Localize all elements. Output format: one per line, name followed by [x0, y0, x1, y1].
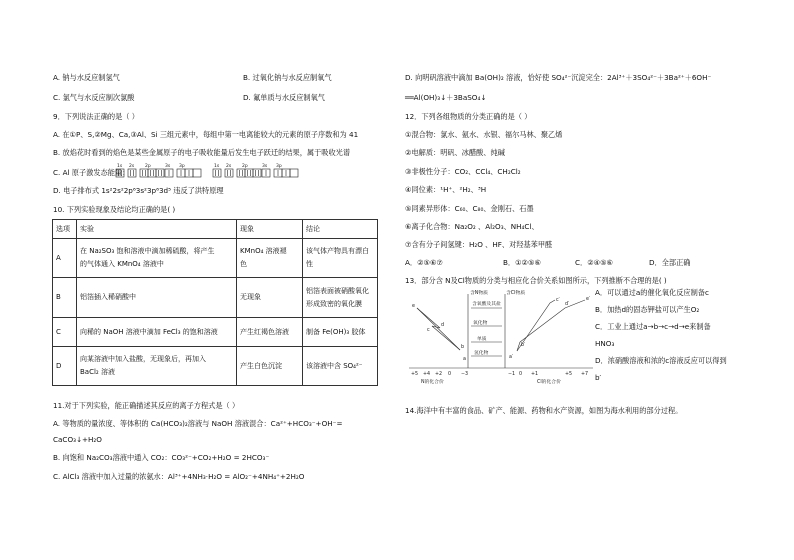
q12-stem: 12．下列各组物质的分类正确的是（ ） — [405, 112, 532, 121]
q12-item: ③非极性分子：CO₂、CCl₄、CH₂Cl₂ — [405, 167, 521, 176]
chart-category: 单质 — [477, 337, 487, 342]
row-option: A — [53, 239, 77, 278]
row-option: C — [53, 318, 77, 347]
row-option: B — [53, 278, 77, 318]
row-phenomenon: 产生红褐色溶液 — [237, 318, 303, 347]
row-conclusion: 该气体产物具有漂白 — [306, 247, 369, 255]
chart-cl-tick: 0 — [519, 372, 523, 377]
q11-option-d: D. 向明矾溶液中滴加 Ba(OH)₂ 溶液，恰好使 SO₄²⁻沉淀完全：2Al³⁺＋3SO₄²⁻＋3Ba²⁺＋6OH⁻ — [405, 73, 712, 82]
chart-n-tick: −3 — [461, 372, 469, 377]
row-experiment: 的气体通入 KMnO₄ 溶液中 — [80, 260, 164, 268]
q12-item: ⑦含有分子间氢键：H₂O 、HF、对羟基苯甲醛 — [405, 240, 553, 249]
chart-cl-axis-label: Cl的化合价 — [537, 380, 561, 385]
q12-item: ⑥离子化合物：Na₂O₂ 、Al₂O₃、NH₄Cl、 — [405, 222, 539, 231]
q12-item: ①混合物：氯水、氨水、水银、福尔马林、聚乙烯 — [405, 130, 563, 139]
chart-n-title: 含N物质 — [470, 291, 488, 296]
chart-n-axis-label: N的化合价 — [421, 380, 444, 385]
chart-cl-title: 含Cl物质 — [506, 291, 526, 296]
q13-option-d: D．浓硝酸溶液和浓的c溶液反应可以得到 — [595, 356, 727, 365]
q12-option-d: D．全部正确 — [649, 258, 691, 267]
orbital-label: 2p — [242, 164, 248, 169]
q12-option-c: C．②④⑤⑥ — [575, 258, 613, 267]
q9-option-c: C. Al 原子激发态能量： — [53, 168, 130, 177]
valence-diagram — [405, 288, 602, 388]
chart-n-tick: 0 — [448, 372, 452, 377]
q12-item: ②电解质：明矾、冰醋酸、纯碱 — [405, 148, 505, 157]
orbital-label: 2s — [129, 164, 135, 169]
row-experiment: 铝箔插入稀硝酸中 — [77, 278, 237, 318]
orbital-label: 3s — [262, 164, 268, 169]
q9-stem: 9．下列说法正确的是（ ） — [53, 112, 139, 121]
q9-option-a: A. 在①P、S,②Mg、Ca,③Al、Si 三组元素中，每组中第一电离能较大的元素的原子序数和为 41 — [53, 130, 359, 139]
q8-option-d: D. 氟单质与水反应制氧气 — [243, 93, 325, 102]
chart-point-label: c — [427, 328, 430, 333]
q8-option-c: C. 氯气与水反应制次氯酸 — [53, 93, 135, 102]
orbital-label: 3p — [179, 164, 185, 169]
row-conclusion: 铝箔表面被硝酸氧化 — [306, 286, 369, 295]
table-row — [53, 318, 378, 347]
chart-category: 氢化物 — [474, 351, 489, 356]
q11-option-a-cont: CaCO₃↓+H₂O — [53, 435, 102, 444]
chart-point-label: a — [463, 357, 466, 362]
chart-point-label: a′ — [509, 355, 514, 360]
chart-cl-tick: −1 — [508, 372, 516, 377]
q13-option-c-cont: HNO₃ — [595, 339, 615, 348]
orbital-label: 2p — [145, 164, 151, 169]
q8-option-a: A. 钠与水反应制氢气 — [53, 73, 120, 82]
q9-option-d: D. 电子排布式 1s²2s²2p⁶3s²3p⁶3d⁵ 违反了洪特原理 — [53, 186, 224, 195]
row-experiment: 向稀的 NaOH 溶液中滴加 FeCl₃ 的饱和溶液 — [77, 318, 237, 347]
row-experiment: 向某溶液中加入盐酸，无现象后，再加入 — [80, 355, 206, 363]
q13-option-b: B．加热d的固态钾盐可以产生O₂ — [595, 305, 700, 314]
chart-point-label: e′ — [586, 297, 591, 302]
header-experiment: 实验 — [77, 220, 237, 239]
chart-cl-tick: +1 — [531, 372, 539, 377]
chart-category: 含氧酸及其盐 — [472, 302, 501, 307]
chart-point-label: e — [412, 304, 415, 309]
chart-n-tick: +5 — [411, 372, 419, 377]
experiment-table — [52, 219, 378, 386]
orbital-label: 3s — [165, 164, 171, 169]
row-conclusion: 制备 Fe(OH)₃ 胶体 — [303, 318, 378, 347]
header-phenomenon: 现象 — [237, 220, 303, 239]
orbital-label: 2s — [226, 164, 232, 169]
q12-item: ⑤同素异形体：C₆₀、C₈₀、金刚石、石墨 — [405, 204, 534, 213]
q13-stem: 13．部分含 N及Cl物质的分类与相应化合价关系如图所示，下列推断不合理的是( ) — [405, 276, 667, 285]
q11-stem: 11.对于下列实验，能正确描述其反应的离子方程式是（ ） — [53, 401, 240, 410]
table-row — [53, 278, 378, 318]
row-phenomenon: KMnO₄ 溶液褪 — [240, 247, 287, 255]
row-conclusion: 该溶液中含 SO₄²⁻ — [303, 347, 378, 386]
q9-option-b: B. 放焰花时看到的焰色是某些金属原子的电子吸收能量后发生电子跃迁的结果，属于吸收光谱 — [53, 148, 351, 157]
row-conclusion: 性 — [306, 260, 313, 268]
table-row — [53, 347, 378, 386]
row-phenomenon: 色 — [240, 260, 247, 268]
q12-option-b: B．①②⑤⑥ — [503, 258, 541, 267]
chart-category: 氧化物 — [473, 321, 488, 326]
row-experiment: BaCl₂ 溶液 — [80, 368, 115, 376]
header-conclusion: 结论 — [303, 220, 378, 239]
chart-point-label: b′ — [521, 343, 526, 348]
chart-n-tick: +2 — [435, 372, 443, 377]
chart-point-label: d′ — [565, 302, 570, 307]
row-phenomenon: 产生白色沉淀 — [237, 347, 303, 386]
row-option: D — [53, 347, 77, 386]
q11-option-c: C. AlCl₃ 溶液中加入过量的浓氨水：Al³⁺+4NH₃·H₂O = AlO₂⁻+4NH₄⁺+2H₂O — [53, 472, 305, 481]
q11-option-b: B. 向饱和 Na₂CO₃溶液中通入 CO₂：CO₃²⁻+CO₂+H₂O = 2HCO₃⁻ — [53, 453, 270, 462]
orbital-label: 1s — [117, 164, 123, 169]
chart-point-label: d — [441, 323, 445, 328]
chart-cl-tick: +7 — [581, 372, 589, 377]
orbital-diagram — [115, 162, 305, 182]
q11-option-a: A. 等物质的量浓度、等体积的 Ca(HCO₃)₂溶液与 NaOH 溶液混合：Ca²⁺+HCO₃⁻+OH⁻= — [53, 419, 343, 428]
orbital-label: 1s — [214, 164, 220, 169]
row-conclusion: 形成致密的氧化膜 — [306, 299, 362, 308]
orbital-label: 3p — [276, 164, 282, 169]
q11-option-d-cont: ══Al(OH)₃↓＋3BaSO₄↓ — [405, 93, 487, 102]
row-phenomenon: 无现象 — [237, 278, 303, 318]
chart-n-tick: +4 — [423, 372, 431, 377]
q8-option-b: B. 过氧化钠与水反应制氧气 — [243, 73, 332, 82]
q10-stem: 10. 下列实验现象及结论均正确的是( ) — [53, 205, 176, 214]
q13-option-c: C．工业上通过a→b→c→d→e来制备 — [595, 322, 711, 331]
chart-point-label: c′ — [556, 298, 560, 303]
q12-option-a: A．②⑤⑥⑦ — [405, 258, 443, 267]
row-experiment: 在 Na₂SO₃ 饱和溶液中滴加稀硫酸，将产生 — [80, 247, 215, 255]
q13-option-d-cont: b′ — [595, 373, 602, 382]
q14-stem: 14.海洋中有丰富的食品、矿产、能源、药物和水产资源，如图为海水利用的部分过程。 — [405, 406, 683, 415]
table-row — [53, 239, 378, 278]
q12-item: ④同位素：¹H⁺、²H₂、³H — [405, 185, 487, 194]
table-header-row — [53, 220, 378, 239]
q13-option-a: A．可以通过a的催化氧化反应制备c — [595, 288, 709, 297]
header-option: 选项 — [53, 220, 77, 239]
chart-cl-tick: +5 — [565, 372, 573, 377]
chart-point-label: b — [461, 345, 465, 350]
